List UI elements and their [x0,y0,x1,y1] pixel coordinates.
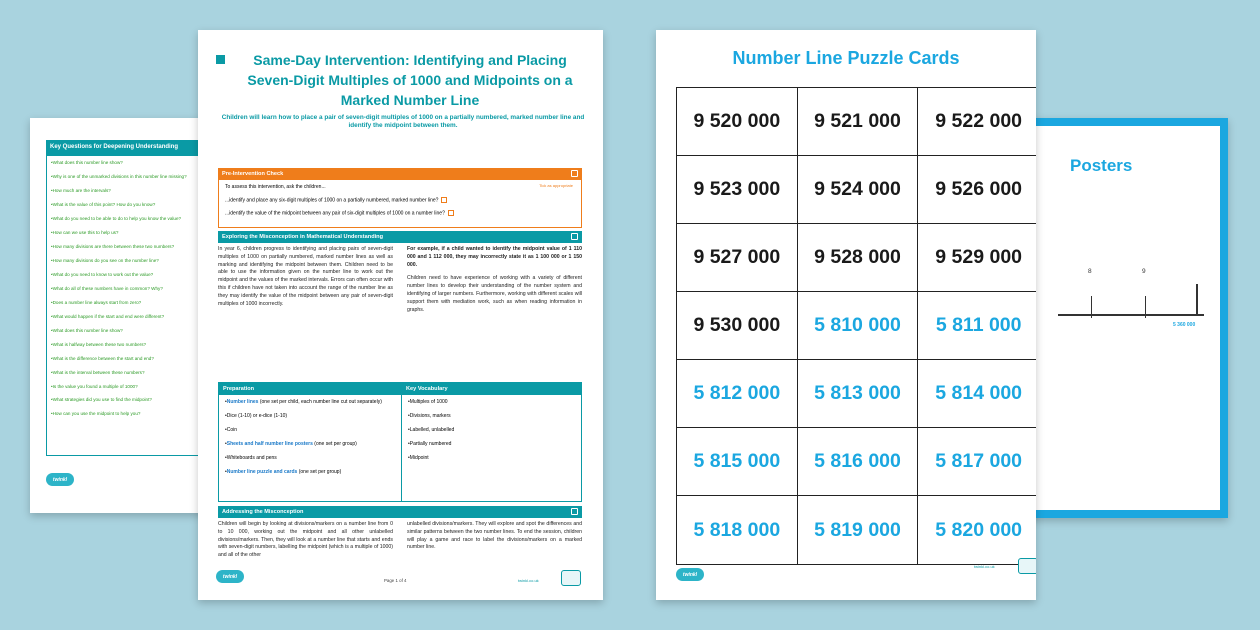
puzzle-card[interactable]: 9 523 000 [677,156,798,224]
misconception-header-label: Exploring the Misconception in Mathematical Understanding [222,234,383,240]
puzzle-card[interactable]: 5 815 000 [677,428,798,496]
vocabulary-item: • Partially numbered [408,441,577,447]
doc-subtitle: Children will learn how to place a pair of seven-digit multiples of 1000 on a partially numbered, marked number line and identify the midpoint between them. [221,114,585,130]
doc-title: Same-Day Intervention: Identifying and Placing Seven-Digit Multiples of 1000 and Midpoints on a Marked Number Line [247,52,573,108]
vocabulary-item: • Labelled, unlabelled [408,427,577,433]
puzzle-card[interactable]: 9 528 000 [798,224,919,292]
vocabulary-cell [401,383,581,501]
puzzle-card[interactable]: 5 811 000 [918,292,1036,360]
question-item: • What does this number line show? [51,160,215,166]
pre-check-line-2: ...identify the value of the midpoint between any pair of six-digit multiples of 1000 on a number line? [225,210,445,217]
puzzle-card[interactable]: 9 521 000 [798,88,919,156]
posters-sheet[interactable] [1010,118,1228,518]
preparation-item-text: (one set per child, each number line cut out separately) [258,399,382,405]
puzzle-card[interactable]: 5 817 000 [918,428,1036,496]
number-line-label: 8 [1088,268,1092,275]
preparation-item [225,399,397,405]
pre-check-box [218,180,582,228]
pre-check-item-2 [225,210,575,217]
question-item: • What is the difference between the start and end? [51,356,215,362]
preparation-item-text: (one set per group) [297,469,342,475]
resource-link[interactable]: Sheets and half number line posters [226,441,313,447]
question-item: • How can we use this to help us? [51,230,215,236]
question-item: • Is the value you found a multiple of 1000? [51,384,215,390]
page-number: Page 1 of 4 [384,578,407,583]
question-item: • Does a number line always start from zero? [51,300,215,306]
question-item: • What do you need to be able to do to help you know the value? [51,216,215,222]
preparation-item [225,469,397,475]
edit-icon [571,508,578,515]
puzzle-card[interactable]: 5 810 000 [798,292,919,360]
vocabulary-item: • Multiples of 1000 [408,399,577,405]
puzzle-card[interactable]: 5 812 000 [677,360,798,428]
school-badge-icon [561,570,581,586]
vocabulary-item: • Midpoint [408,455,577,461]
number-line-label: 9 [1142,268,1146,275]
number-line-end-label: 5 360 000 [1173,322,1196,328]
footer-url: twinkl.co.uk [518,578,539,583]
preparation-item-text: (one set per group) [312,441,357,447]
footer-url: twinkl.co.uk [974,564,995,569]
twinkl-logo-icon: twinkl [676,568,704,581]
preparation-item [225,413,397,419]
poster-content [1018,126,1220,510]
puzzle-card[interactable]: 9 529 000 [918,224,1036,292]
question-item: • How many divisions do you see on the number line? [51,258,215,264]
vocabulary-header: Key Vocabulary [402,383,581,395]
key-questions-sheet[interactable] [30,118,215,513]
tick-box-icon[interactable] [441,197,447,203]
number-line-tick [1091,296,1092,318]
edit-icon [571,233,578,240]
number-line-axis [1058,314,1204,316]
misconception-right-text: Children need to have experience of working with a variety of different number lines to develop their understanding of the number system and identifying of larger numbers. Furthermore, working with different scales will support them with mediation work, such as when reading information in graphs. [407,275,582,313]
key-questions-list [46,156,215,456]
puzzle-card[interactable]: 9 520 000 [677,88,798,156]
question-item: • What is the value of this point? How do you know? [51,202,215,208]
misconception-left-text: In year 6, children progress to identifying and placing pairs of seven-digit multiples of 1000 on partially numbered, marked number lines as well as marking and identifying the midpoint between them. Children need to be able to use the information given on the number line to work out the midpoint and the values of the marked intervals. Errors can often occur with this if children have not taken into account the range of the number line as they may identify the value of the midpoint between any pair of seven-digit multiples of 1000 incorrectly. [218,246,393,307]
question-item: • What do you need to know to work out the value? [51,272,215,278]
preparation-item [225,441,397,447]
misconception-example: For example, if a child wanted to identify the midpoint value of 1 110 000 and 1 112 000, they may incorrectly state it as 1 100 000 or 1 150 000. [407,246,582,268]
puzzle-card[interactable]: 9 530 000 [677,292,798,360]
doc-title-row [216,50,588,110]
question-item: • What is halfway between these two numbers? [51,342,215,348]
pre-check-intro: To assess this intervention, ask the children... [225,184,326,190]
preparation-list [219,395,401,475]
misconception-left-column [218,246,393,374]
puzzle-card[interactable]: 9 526 000 [918,156,1036,224]
resource-link[interactable]: Number lines [226,399,259,405]
preparation-vocabulary-table [218,382,582,502]
question-item: • What does this number line show? [51,328,215,334]
misconception-columns [218,246,582,374]
puzzle-card[interactable]: 5 814 000 [918,360,1036,428]
pre-check-header [218,168,582,180]
addressing-right-column [407,521,582,567]
key-questions-header: Key Questions for Deepening Understanding [46,140,215,156]
preparation-item-text: Dice (1-10) or e-dice (1-10) [226,413,288,419]
vocabulary-list [402,395,581,461]
number-line-tick [1145,296,1146,318]
puzzle-card[interactable]: 5 820 000 [935,518,1023,541]
school-badge-icon [1018,558,1036,574]
pre-check-header-label: Pre-Intervention Check [222,171,284,177]
puzzle-card[interactable]: 9 522 000 [918,88,1036,156]
vocabulary-item: • Divisions, markers [408,413,577,419]
preparation-item-text: Coin [226,427,238,433]
cards-title: Number Line Puzzle Cards [732,48,960,68]
question-item: • What do all of these numbers have in common? Why? [51,286,215,292]
pre-check-line-1: ...identify and place any six-digit multiples of 1000 on a partially numbered, marked number line? [225,197,439,204]
twinkl-logo-icon: twinkl [46,473,74,486]
title-square-icon [216,55,225,64]
number-line-end-tick [1196,284,1198,316]
puzzle-card[interactable]: 5 819 000 [798,496,919,564]
preparation-item-text: Whiteboards and pens [226,455,277,461]
question-item: • How much are the intervals? [51,188,215,194]
addressing-left-column [218,521,393,567]
cards-grid [676,87,1036,565]
question-item: • Why is one of the unmarked divisions in this number line missing? [51,174,215,180]
pre-check-note: Tick as appropriate [539,183,573,188]
addressing-left-text: Children will begin by looking at divisions/markers on a number line from 0 to 10 000, working out the midpoint and all other unlabelled divisions/markers. Then, they will look at a number line that starts and ends with seven-digit numbers, labelling the midpoint (which is a multiple of 1000) and all of the other [218,521,393,559]
addressing-right-text: unlabelled divisions/markers. They will explore and spot the differences and similar patterns between the two number lines. To end the session, children will play a game and race to label the divisions/markers on a marked number line. [407,521,582,551]
intervention-sheet[interactable] [198,30,603,600]
preparation-item [225,427,397,433]
question-item: • What would happen if the start and end were different? [51,314,215,320]
addressing-header-label: Addressing the Misconception [222,509,304,515]
question-item: • What strategies did you use to find the midpoint? [51,397,215,403]
addressing-header [218,506,582,518]
question-item: • What is the interval between these numbers? [51,370,215,376]
preparation-item [225,455,397,461]
addressing-columns [218,521,582,567]
preparation-cell [219,383,401,501]
twinkl-logo-icon: twinkl [216,570,244,583]
preparation-header: Preparation [219,383,401,395]
puzzle-card[interactable]: 5 818 000 [677,496,798,564]
question-item: • How many divisions are there between these two numbers? [51,244,215,250]
tick-box-icon[interactable] [448,210,454,216]
resource-link[interactable]: Number line puzzle and cards [226,469,298,475]
misconception-right-column [407,246,582,374]
question-item: • How can you use the midpoint to help you? [51,411,215,417]
posters-title: Posters [1070,156,1133,175]
puzzle-card[interactable]: 5 813 000 [798,360,919,428]
edit-icon [571,170,578,177]
puzzle-cards-sheet[interactable] [656,30,1036,600]
misconception-header [218,231,582,243]
pre-check-item-1 [225,197,575,204]
puzzle-card[interactable]: 5 816 000 [798,428,919,496]
puzzle-card[interactable]: 9 524 000 [798,156,919,224]
puzzle-card[interactable]: 9 527 000 [677,224,798,292]
